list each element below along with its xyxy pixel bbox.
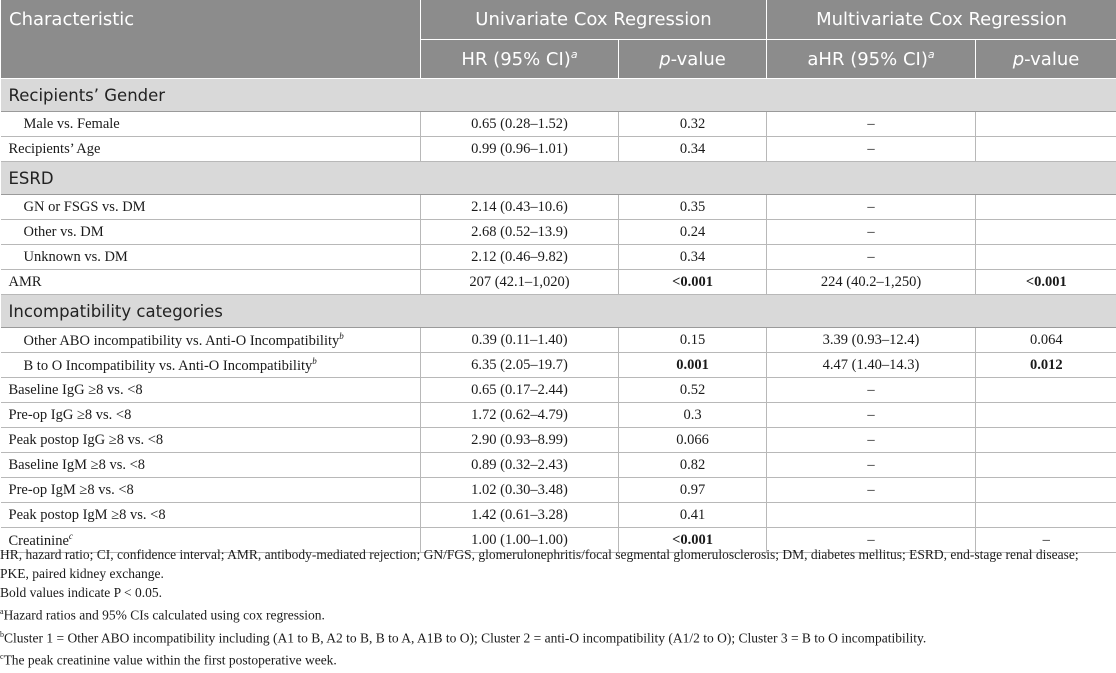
footnote-a: $^a$Hazard ratios and 95% CIs calculated using cox regression. [0,607,325,623]
table-footnotes [0,545,1110,670]
header-row-1 [1,0,1116,40]
table-row: AMR 207 (42.1–1,020) <0.001 224 (40.2–1,250) <0.001 [1,270,1116,295]
abbreviations-note: HR, hazard ratio; CI, confidence interval; AMR, antibody-mediated rejection; GN/FGS, glomerulonephritis/focal segmental glomerulosclerosis; DM, diabetes mellitus; ESRD, end-stage renal disease; PKE, paired kidney exchange. [0,547,1079,581]
table-row: B to O Incompatibility vs. Anti-O Incompatibility$^b$ 6.35 (2.05–19.7) 0.001 4.47 (1.40–14.3) 0.012 [1,353,1116,378]
table-row: Peak postop IgM ≥8 vs. <8 1.42 (0.61–3.28) 0.41 [1,503,1116,528]
table-row: Unknown vs. DM 2.12 (0.46–9.82) 0.34 – [1,245,1116,270]
table-row: Creatinine$^c$ 1.00 (1.00–1.00) <0.001 – – [1,528,1116,553]
footnote-b: $^b$Cluster 1 = Other ABO incompatibility including (A1 to B, A2 to B, B to A, A1B to O); Cluster 2 = anti-O incompatibility (A1/2 to O); Cluster 3 = B to O incompatibility. [0,629,927,645]
table-row: Pre-op IgG ≥8 vs. <8 1.72 (0.62–4.79) 0.3 – [1,403,1116,428]
table-row: Other ABO incompatibility vs. Anti-O Incompatibility$^b$ 0.39 (0.11–1.40) 0.15 3.39 (0.93–12.4) 0.064 [1,328,1116,353]
category-row: Recipients’ Gender [1,79,1116,112]
hr-header: HR (95% CI)$^a$ [421,40,619,79]
table-row: Recipients’ Age 0.99 (0.96–1.01) 0.34 – [1,137,1116,162]
table-row: Baseline IgM ≥8 vs. <8 0.89 (0.32–2.43) 0.82 – [1,453,1116,478]
table-row: Male vs. Female 0.65 (0.28–1.52) 0.32 – [1,112,1116,137]
table-row: GN or FSGS vs. DM 2.14 (0.43–10.6) 0.35 – [1,195,1116,220]
ahr-header: aHR (95% CI)$^a$ [767,40,976,79]
p-value-header: p-value [619,40,767,79]
category-row: Incompatibility categories [1,295,1116,328]
multivariate-header: Multivariate Cox Regression [767,0,1116,40]
table-row: Baseline IgG ≥8 vs. <8 0.65 (0.17–2.44) 0.52 – [1,378,1116,403]
univariate-header: Univariate Cox Regression [421,0,767,40]
adj-p-value-header: p-value [976,40,1116,79]
footnote-c: $^c$The peak creatinine value within the first postoperative week. [0,652,337,668]
category-row: ESRD [1,162,1116,195]
characteristic-header: Characteristic [1,0,421,79]
table-row: Pre-op IgM ≥8 vs. <8 1.02 (0.30–3.48) 0.97 – [1,478,1116,503]
table-row: Peak postop IgG ≥8 vs. <8 2.90 (0.93–8.99) 0.066 – [1,428,1116,453]
bold-note: Bold values indicate P < 0.05. [0,585,162,600]
table-row: Other vs. DM 2.68 (0.52–13.9) 0.24 – [1,220,1116,245]
